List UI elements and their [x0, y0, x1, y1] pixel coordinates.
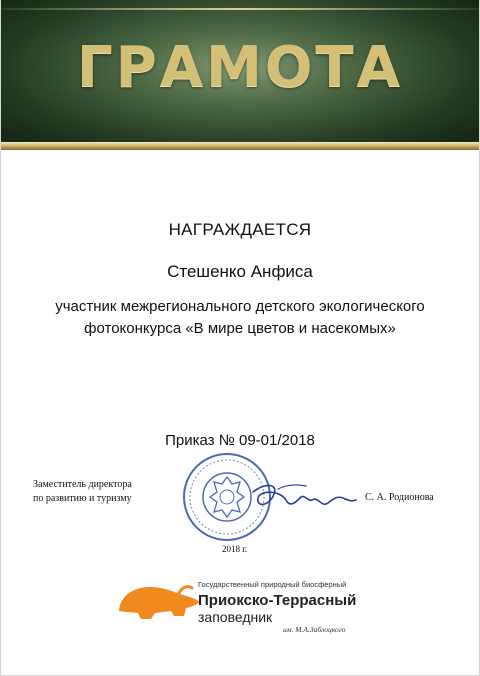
organization-name: Приокско-Террасный	[198, 592, 357, 609]
description	[40, 296, 440, 340]
description-line-1: участник межрегионального детского экологического	[55, 298, 425, 315]
order-number: Приказ № 09-01/2018	[165, 432, 315, 449]
signer-name: С. А. Родионова	[365, 492, 434, 503]
organization-line-1: Государственный природный биосферный	[198, 580, 347, 589]
recipient-name: Стешенко Анфиса	[167, 262, 313, 281]
certificate-title: ГРАМОТА	[77, 35, 403, 100]
signature-scribble-icon	[248, 480, 360, 518]
issue-year: 2018 г.	[222, 544, 248, 554]
signatory-position	[33, 478, 168, 506]
header-band	[1, 0, 479, 150]
description-line-2: фотоконкурса «В мире цветов и насекомых»	[84, 320, 396, 337]
bison-logo-icon	[116, 578, 202, 622]
position-line-1: Заместитель директора	[33, 479, 132, 490]
organization-namesake: им. М.А.Заблоцкого	[283, 625, 346, 634]
position-line-2: по развитию и туризму	[33, 493, 132, 504]
award-line: НАГРАЖДАЕТСЯ	[168, 220, 312, 239]
organization-type: заповедник	[198, 609, 273, 625]
